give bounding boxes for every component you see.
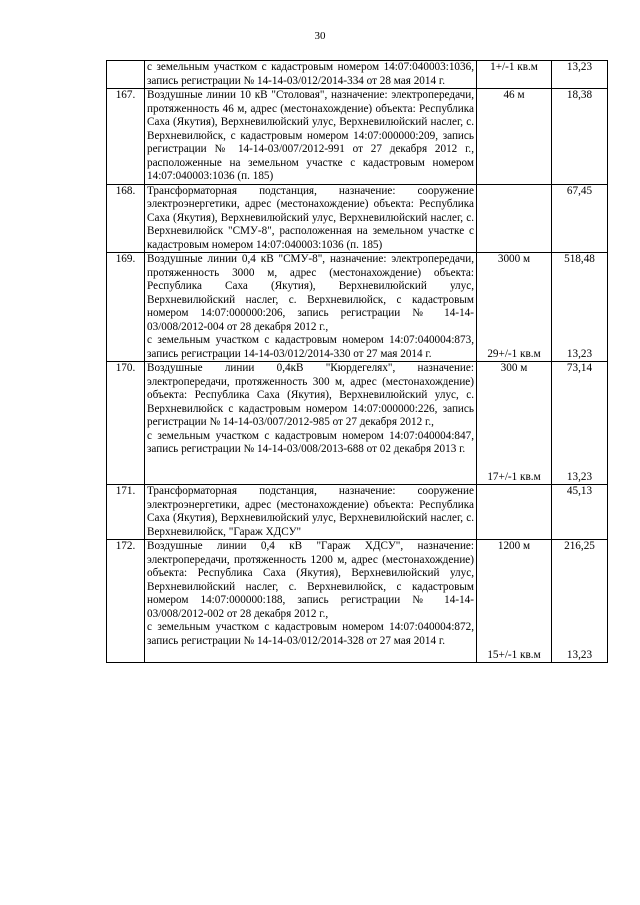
registry-table-body [107,61,608,663]
row-length [477,485,552,540]
row-description [145,61,477,89]
length-value: 1+/-1 кв.м [490,61,538,73]
row-length [477,89,552,185]
length-value: 3000 м [497,253,531,265]
table-row [107,540,608,663]
table-row [107,184,608,253]
table-row [107,362,608,485]
object-description: Воздушные линии 0,4кВ "Кюрдегелях", назначение: электропередачи, протяженность 300 м, адрес (местонахождение) объекта: Республика Саха (Якутия), Верхневилюйский улус, с. Верхневилюйск с кадастровым номером 14:07:000000:226, запись регистрации № 14-14-03/007/2012-985 от 27 декабря 2012 г., [147,362,474,428]
land-plot-description: с земельным участком с кадастровым номером 14:07:040004:847, запись регистрации № 14-14-03/008/2013-688 от 02 декабря 2013 г. [147,429,474,455]
length-value: 15+/-1 кв.м [487,648,541,661]
object-description: Воздушные линии 10 кВ "Столовая", назначение: электропередачи, протяженность 46 м, адрес (местонахождение) объекта: Республика Саха (Якутия), Верхневилюйский улус, Верхневилюйский наслег, с. Верхневилюйск, с кадастровым номером 14:07:000000:209, запись регистрации № 14-14-03/007/2012-991 от 27 декабря 2012 г., расположенные на земельном участке с кадастровым номером 14:07:040003:1036 (п. 185) [147,89,474,182]
table-row [107,485,608,540]
cost-value: 67,45 [566,184,593,197]
row-number: 171. [107,485,145,540]
length-value: 17+/-1 кв.м [487,470,541,483]
row-value [552,61,608,89]
row-value [552,540,608,663]
row-description [145,540,477,663]
row-value [552,184,608,253]
cost-value: 518,48 [564,253,595,265]
length-value: 300 м [500,362,528,374]
length-value: 46 м [503,89,525,101]
row-number: 168. [107,184,145,253]
cost-value: 45,13 [566,485,593,497]
object-description: Воздушные линии 0,4 кВ "Гараж ХДСУ", назначение: электропередачи, протяженность 1200 м, адрес (местонахождение) объекта: Республика Саха (Якутия), Верхневилюйский улус, Верхневилюйский наслег, с. Верхневилюйск, с кадастровым номером 14:07:000000:188, запись регистрации № 14-14-03/008/2012-002 от 28 декабря 2012 г., [147,540,474,620]
row-length [477,253,552,362]
row-number: 172. [107,540,145,663]
object-description: с земельным участком с кадастровым номером 14:07:040003:1036, запись регистрации № 14-14-03/012/2014-334 от 28 мая 2014 г. [147,61,474,87]
land-plot-description: с земельным участком с кадастровым номером 14:07:040004:872, запись регистрации № 14-14-03/012/2014-328 от 27 мая 2014 г. [147,621,474,647]
table-row [107,61,608,89]
table-row [107,89,608,185]
cost-value: 13,23 [566,61,593,73]
object-description: Трансформаторная подстанция, назначение: сооружение электроэнергетики, адрес (местонахождение) объекта: Республика Саха (Якутия), Верхневилюйский улус, Верхневилюйский наслег, с. Верхневилюйск "СМУ-8", расположенная на земельном участке с кадастровым номером 14:07:040003:1036 (п. 185) [147,184,474,251]
object-description: Трансформаторная подстанция, назначение: сооружение электроэнергетики, адрес (местонахождение) объекта: Республика Саха (Якутия), Верхневилюйский улус, Верхневилюйский наслег, с. Верхневилюйск, "Гараж ХДСУ" [147,485,474,538]
row-description [145,253,477,362]
cost-value: 13,23 [566,347,593,360]
length-value: 29+/-1 кв.м [487,347,541,360]
row-value [552,89,608,185]
row-length [477,362,552,485]
row-number: 167. [107,89,145,185]
cost-value: 216,25 [564,540,595,552]
cost-value: 18,38 [566,89,593,101]
row-description [145,184,477,253]
row-description [145,485,477,540]
row-length [477,540,552,663]
cost-value: 73,14 [566,362,593,374]
length-value: 1200 м [497,540,531,552]
row-number [107,61,145,89]
table-row [107,253,608,362]
row-number: 169. [107,253,145,362]
page-number: 30 [314,30,326,42]
object-description: Воздушные линии 0,4 кВ "СМУ-8", назначение: электропередачи, протяженность 3000 м, адрес (местонахождение) объекта: Республика Саха (Якутия), Верхневилюйский улус, Верхневилюйский наслег, с. Верхневилюйск, с кадастровым номером 14:07:000000:206, запись регистрации № 14-14-03/008/2012-004 от 28 декабря 2012 г., [147,253,474,333]
registry-table [106,60,608,663]
land-plot-description: с земельным участком с кадастровым номером 14:07:040004:873, запись регистрации 14-14-03/012/2014-330 от 27 мая 2014 г. [147,334,474,360]
row-description [145,89,477,185]
row-number: 170. [107,362,145,485]
row-value [552,253,608,362]
row-length [477,184,552,253]
row-description [145,362,477,485]
cost-value: 13,23 [566,648,593,661]
cost-value: 13,23 [566,470,593,483]
row-value [552,362,608,485]
row-value [552,485,608,540]
row-length [477,61,552,89]
